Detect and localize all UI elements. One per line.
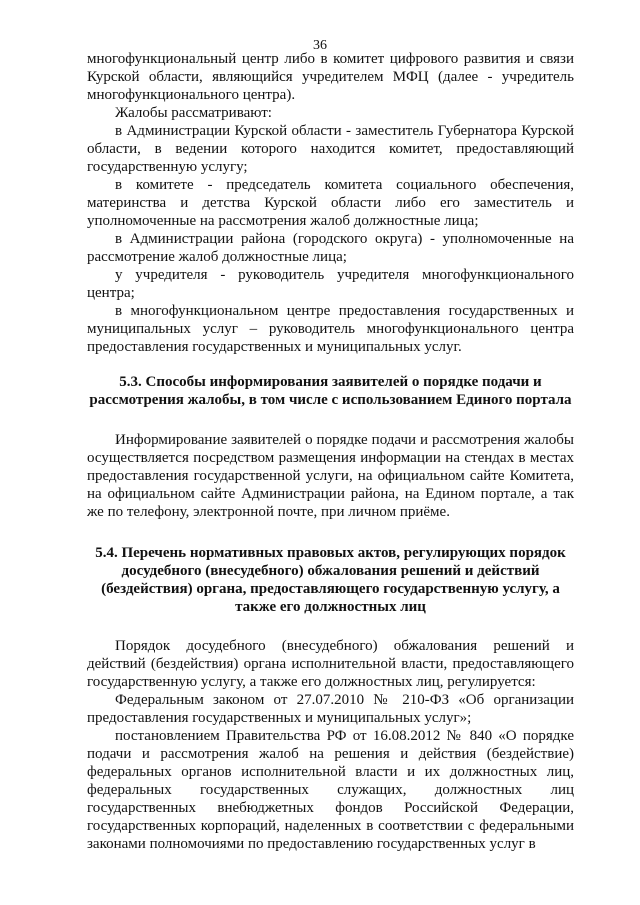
paragraph-founder: у учредителя - руководитель учредителя многофункционального центра; xyxy=(87,267,574,301)
paragraph-regional-administration: в Администрации Курской области - заместитель Губернатора Курской области, в ведении которого находится комитет, предоставляющий государственную услугу; xyxy=(87,123,574,175)
paragraph-committee: в комитете - председатель комитета социального обеспечения, материнства и детства Курской области либо его заместитель и уполномоченные на рассмотрения жалоб должностные лица; xyxy=(87,177,574,229)
section-5-3-body: Информирование заявителей о порядке подачи и рассмотрения жалобы осуществляется посредством размещения информации на стендах в местах предоставления государственной услуги, на официальном сайте Комитета, на официальном сайте Администрации района, на Едином портале, а так же по телефону, электронной почте, при личном приёме. xyxy=(87,432,574,520)
section-5-4-paragraph-2: Федеральным законом от 27.07.2010 № 210-ФЗ «Об организации предоставления государственных и муниципальных услуг»; xyxy=(87,692,574,726)
document-content xyxy=(87,50,574,853)
section-5-4-heading: 5.4. Перечень нормативных правовых актов, регулирующих порядок досудебного (внесудебного) обжалования решений и действий (бездействия) органа, предоставляющего государственную услугу, а также его должностных лиц xyxy=(95,545,566,615)
section-5-4-paragraph-1: Порядок досудебного (внесудебного) обжалования решений и действий (бездействия) органа исполнительной власти, предоставляющего государственную услугу, а также его должностных лиц, регулируется: xyxy=(87,638,574,690)
section-5-3-heading: 5.3. Способы информирования заявителей о порядке подачи и рассмотрения жалобы, в том числе с использованием Единого портала xyxy=(89,374,572,408)
paragraph-mfc: в многофункциональном центре предоставления государственных и муниципальных услуг – руководитель многофункционального центра предоставления государственных и муниципальных услуг. xyxy=(87,303,574,355)
paragraph-complaints-reviewed-by: Жалобы рассматривают: xyxy=(115,105,272,121)
page-number: 36 xyxy=(313,38,327,53)
section-5-4-paragraph-3: постановлением Правительства РФ от 16.08.2012 № 840 «О порядке подачи и рассмотрения жалоб на решения и действия (бездействие) федеральных органов исполнительной власти и их должностных лиц, федеральных государственных служащих, должностных лиц государственных внебюджетных фондов Российской Федерации, государственных корпораций, наделенных в соответствии с федеральными законами полномочиями по предоставлению государственных услуг в xyxy=(87,728,574,852)
paragraph-district-administration: в Администрации района (городского округа) - уполномоченные на рассмотрение жалоб должностные лица; xyxy=(87,231,574,265)
paragraph-mfc-founder: многофункциональный центр либо в комитет цифрового развития и связи Курской области, являющийся учредителем МФЦ (далее - учредитель многофункционального центра). xyxy=(87,51,574,103)
